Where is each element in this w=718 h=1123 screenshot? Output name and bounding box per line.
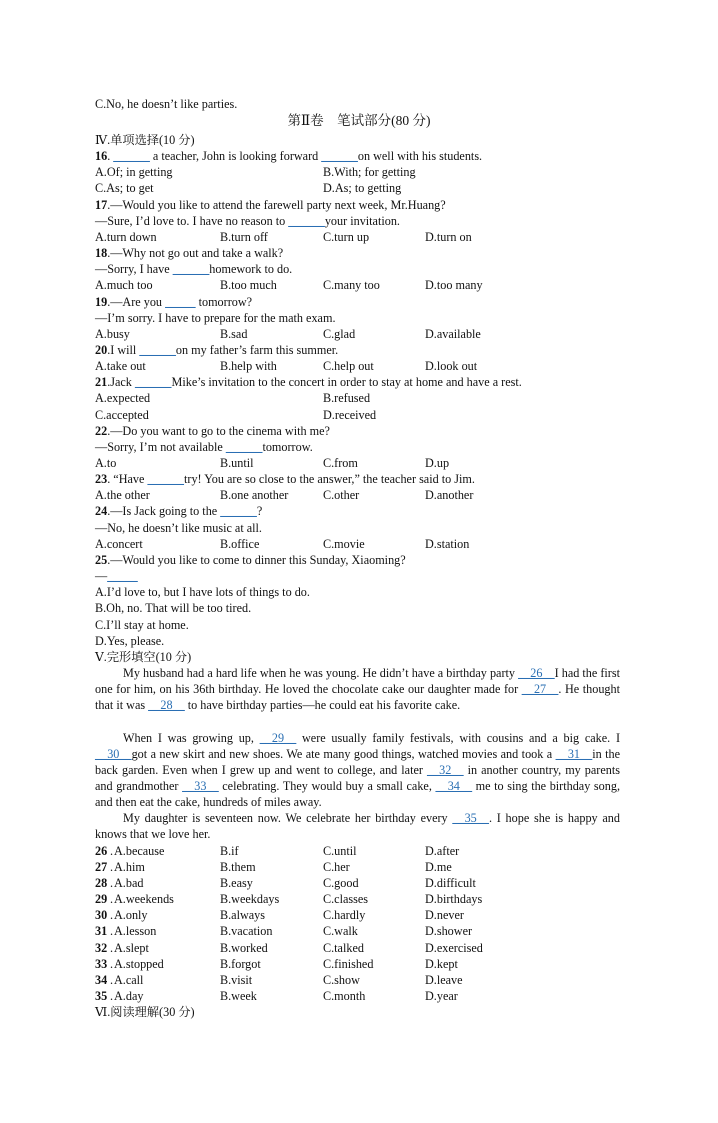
option-a[interactable]: A.weekends bbox=[114, 892, 174, 907]
question-number: 30 bbox=[95, 908, 108, 923]
option-b[interactable]: B.worked bbox=[220, 940, 268, 955]
question-number: 33 bbox=[95, 956, 108, 971]
question-24-stem bbox=[95, 503, 262, 519]
blank: ______ bbox=[113, 149, 150, 164]
option-b[interactable]: B.vacation bbox=[220, 924, 273, 939]
option-d[interactable]: D.leave bbox=[425, 972, 463, 987]
option-c[interactable]: C.show bbox=[323, 972, 360, 987]
blank: ______ bbox=[225, 439, 263, 454]
number-dot: . bbox=[110, 892, 114, 907]
blank: ______ bbox=[220, 504, 257, 519]
option-b[interactable]: B.always bbox=[220, 908, 266, 923]
option-c[interactable]: C.from bbox=[323, 456, 358, 470]
cloze-blank: __26__ bbox=[518, 665, 555, 680]
option-a[interactable]: A.concert bbox=[95, 536, 143, 551]
passage-text: to have birthday parties—he could eat his favorite cake. bbox=[184, 698, 461, 713]
question-23-stem bbox=[95, 471, 475, 487]
question-number: 31 bbox=[95, 924, 108, 939]
option-a[interactable]: A.I’d love to, but I have lots of things to do. bbox=[95, 585, 310, 600]
passage-text: When I was growing up, bbox=[123, 730, 260, 745]
option-a[interactable]: A.take out bbox=[95, 359, 146, 374]
stem-text: Mike’s invitation to the concert in order to stay at home and have a rest. bbox=[171, 375, 522, 390]
stem-text: tomorrow. bbox=[262, 439, 313, 454]
stem-text: .—Would you like to attend the farewell party next week, Mr.Huang? bbox=[107, 197, 446, 212]
option-c[interactable]: C.hardly bbox=[323, 908, 366, 923]
option-c[interactable]: C.month bbox=[323, 988, 366, 1003]
stem-text: your invitation. bbox=[324, 213, 400, 228]
option-b[interactable]: B.them bbox=[220, 859, 256, 874]
passage-text: My daughter is seventeen now. We celebrate her birthday every bbox=[123, 811, 453, 826]
question-number: 28 bbox=[95, 875, 108, 890]
blank: ______ bbox=[321, 149, 358, 164]
number-dot: . bbox=[110, 988, 114, 1003]
cloze-blank: __30__ bbox=[95, 746, 132, 761]
option-b[interactable]: B.visit bbox=[220, 972, 253, 987]
option-c[interactable]: C.accepted bbox=[95, 407, 149, 422]
cloze-blank: __27__ bbox=[521, 682, 559, 697]
option-a[interactable]: A.because bbox=[114, 843, 165, 858]
option-b[interactable]: B.easy bbox=[220, 875, 253, 890]
option-d[interactable]: D.turn on bbox=[425, 229, 472, 244]
stem-text: on well with his students. bbox=[357, 149, 483, 164]
stem-text: . bbox=[107, 149, 114, 164]
number-dot: . bbox=[110, 972, 114, 987]
option-d[interactable]: D.another bbox=[425, 488, 474, 503]
question-number: 19 bbox=[95, 294, 108, 309]
question-number: 20 bbox=[95, 342, 108, 357]
option-c[interactable]: C.talked bbox=[323, 940, 364, 955]
cloze-blank: __31__ bbox=[555, 746, 593, 761]
passage-text: I had the first one for him, on his 36th birthday. He loved the chocolate cake our daughter made for bbox=[95, 665, 620, 697]
stem-text: —Sorry, I have bbox=[95, 262, 173, 277]
question-20-stem bbox=[95, 342, 338, 358]
option-d[interactable]: D.As; to getting bbox=[323, 181, 402, 196]
option-d[interactable]: D.up bbox=[425, 456, 450, 470]
option-c[interactable]: C.many too bbox=[323, 278, 380, 293]
number-dot: . bbox=[110, 940, 114, 955]
blank: ______ bbox=[172, 262, 210, 277]
question-24-reply: —No, he doesn’t like music at all. bbox=[95, 520, 262, 535]
cloze-question-35 bbox=[0, 988, 718, 1004]
cloze-question-26 bbox=[0, 843, 718, 859]
option-d[interactable]: D.available bbox=[425, 326, 481, 341]
question-number: 17 bbox=[95, 197, 108, 212]
question-17-stem bbox=[95, 197, 446, 213]
passage-text: were usually family festivals, with cousins and a big cake. I bbox=[296, 730, 621, 745]
number-dot: . bbox=[110, 859, 114, 874]
question-19-stem bbox=[95, 294, 252, 310]
option-b[interactable]: B.turn off bbox=[220, 229, 268, 244]
question-number: 24 bbox=[95, 504, 108, 519]
part-title: 第Ⅱ卷 笔试部分(80 分) bbox=[287, 113, 431, 128]
option-a[interactable]: A.busy bbox=[95, 326, 130, 341]
blank: ______ bbox=[288, 213, 325, 228]
blank: ______ bbox=[147, 472, 185, 487]
option-a[interactable]: A.slept bbox=[114, 940, 149, 955]
option-d[interactable]: D.never bbox=[425, 908, 464, 923]
stem-text: .—Why not go out and take a walk? bbox=[107, 246, 284, 261]
option-b[interactable]: B.help with bbox=[220, 359, 277, 374]
stem-text: .—Are you bbox=[107, 294, 166, 309]
blank: ______ bbox=[134, 375, 172, 390]
option-c[interactable]: C.walk bbox=[323, 924, 358, 939]
question-19-reply: —I’m sorry. I have to prepare for the math exam. bbox=[95, 310, 336, 325]
question-21-stem bbox=[95, 374, 522, 390]
stem-text: homework to do. bbox=[209, 262, 293, 277]
stem-text: .Jack bbox=[107, 375, 135, 390]
option-a[interactable]: A.bad bbox=[114, 875, 144, 890]
passage-text: me to sing the birthday song, and then eat the cake, hundreds of miles away. bbox=[95, 779, 620, 810]
stem-text: ? bbox=[256, 504, 263, 519]
question-25-stem bbox=[95, 552, 406, 568]
cloze-blank: __29__ bbox=[259, 730, 297, 745]
option-a[interactable]: A.him bbox=[114, 859, 145, 874]
stem-text: .—Do you want to go to the cinema with me? bbox=[107, 423, 330, 438]
passage-text: . I hope she is happy and knows that we love her. bbox=[95, 811, 620, 842]
stem-text: a teacher, John is looking forward bbox=[149, 149, 322, 164]
question-number: 34 bbox=[95, 972, 108, 987]
option-d[interactable]: D.exercised bbox=[425, 940, 483, 955]
cloze-question-29 bbox=[0, 891, 718, 907]
cloze-question-32 bbox=[0, 940, 718, 956]
option-c[interactable]: C.glad bbox=[323, 326, 356, 341]
stem-text: — bbox=[95, 569, 108, 584]
option-a[interactable]: A.stopped bbox=[114, 956, 164, 971]
option-d[interactable]: D.Yes, please. bbox=[95, 633, 165, 648]
number-dot: . bbox=[110, 956, 114, 971]
stem-text: try! You are so close to the answer,” the teacher said to Jim. bbox=[184, 472, 475, 487]
option-c[interactable]: C.finished bbox=[323, 956, 374, 971]
option-c[interactable]: C.As; to get bbox=[95, 181, 154, 196]
option-d[interactable]: D.look out bbox=[425, 359, 478, 374]
cloze-question-31 bbox=[0, 923, 718, 939]
question-22-stem bbox=[95, 423, 330, 439]
cloze-question-34 bbox=[0, 972, 718, 988]
stem-text: .I will bbox=[107, 342, 140, 357]
section-title-single-choice: Ⅳ.单项选择(10 分) bbox=[95, 133, 195, 147]
passage-text: in the back garden. Even when I grew up and went to college, and later bbox=[95, 746, 620, 777]
option-a[interactable]: A.day bbox=[114, 988, 144, 1003]
question-number: 22 bbox=[95, 423, 108, 438]
cloze-question-33 bbox=[0, 956, 718, 972]
question-25-reply bbox=[95, 568, 138, 584]
question-17-reply bbox=[95, 213, 400, 229]
option-c[interactable]: C.turn up bbox=[323, 229, 370, 244]
passage-text: My husband had a hard life when he was young. He didn’t have a birthday party bbox=[123, 665, 519, 680]
option-d[interactable]: D.difficult bbox=[425, 875, 476, 890]
option-d[interactable]: D.shower bbox=[425, 924, 473, 939]
cloze-blank: __35__ bbox=[452, 811, 489, 826]
passage-text: celebrating. They would buy a small cake, bbox=[218, 779, 436, 794]
option-d[interactable]: D.too many bbox=[425, 278, 483, 293]
question-number: 21 bbox=[95, 375, 108, 390]
question-number: 32 bbox=[95, 940, 108, 955]
option-c[interactable]: C.good bbox=[323, 875, 359, 890]
option-c[interactable]: C.movie bbox=[323, 536, 365, 551]
option-a[interactable]: A.call bbox=[114, 972, 144, 987]
blank: _____ bbox=[165, 294, 196, 309]
cloze-question-28 bbox=[0, 875, 718, 891]
option-c[interactable]: C.I’ll stay at home. bbox=[95, 617, 189, 632]
option-a[interactable]: A.much too bbox=[95, 278, 153, 293]
number-dot: . bbox=[110, 924, 114, 939]
question-number: 27 bbox=[95, 859, 108, 874]
option-d[interactable]: D.received bbox=[323, 407, 377, 422]
option-b[interactable]: B.With; for getting bbox=[323, 165, 416, 180]
passage-text: . He thought that it was bbox=[95, 682, 620, 713]
cloze-paragraph-1 bbox=[95, 665, 620, 713]
stem-text: —Sure, I’d love to. I have no reason to bbox=[95, 213, 289, 228]
option-a[interactable]: A.lesson bbox=[114, 924, 157, 939]
option-c[interactable]: C.help out bbox=[323, 359, 374, 374]
stem-text: .—Would you like to come to dinner this Sunday, Xiaoming? bbox=[107, 552, 406, 567]
question-number: 23 bbox=[95, 472, 108, 487]
question-number: 25 bbox=[95, 552, 108, 567]
question-15-option-c: C.No, he doesn’t like parties. bbox=[95, 97, 238, 111]
option-b[interactable]: B.office bbox=[220, 536, 260, 551]
cloze-question-27 bbox=[0, 859, 718, 875]
option-b[interactable]: B.if bbox=[220, 843, 239, 858]
blank: ______ bbox=[139, 342, 176, 357]
option-b[interactable]: B.sad bbox=[220, 326, 248, 341]
question-number: 16 bbox=[95, 149, 108, 164]
option-b[interactable]: B.one another bbox=[220, 488, 289, 503]
question-number: 35 bbox=[95, 988, 108, 1003]
stem-text: tomorrow? bbox=[195, 294, 253, 309]
number-dot: . bbox=[110, 843, 114, 858]
blank: _____ bbox=[107, 569, 138, 584]
number-dot: . bbox=[110, 875, 114, 890]
cloze-blank: __34__ bbox=[435, 779, 473, 794]
question-number: 26 bbox=[95, 843, 108, 858]
stem-text: —Sorry, I’m not available bbox=[95, 439, 226, 454]
option-b[interactable]: B.Oh, no. That will be too tired. bbox=[95, 601, 252, 616]
option-b[interactable]: B.until bbox=[220, 456, 254, 470]
option-b[interactable]: B.refused bbox=[323, 391, 371, 406]
section-title-reading: Ⅵ.阅读理解(30 分) bbox=[95, 1005, 195, 1020]
cloze-question-30 bbox=[0, 907, 718, 923]
option-b[interactable]: B.forgot bbox=[220, 956, 261, 971]
option-a[interactable]: A.Of; in getting bbox=[95, 165, 173, 180]
option-d[interactable]: D.kept bbox=[425, 956, 458, 971]
question-18-reply bbox=[95, 261, 292, 277]
question-18-stem bbox=[95, 245, 283, 261]
cloze-paragraph-3 bbox=[95, 810, 620, 842]
option-a[interactable]: A.to bbox=[95, 456, 117, 470]
stem-text: .—Is Jack going to the bbox=[107, 504, 221, 519]
cloze-blank: __33__ bbox=[182, 779, 219, 794]
option-a[interactable]: A.expected bbox=[95, 391, 151, 406]
question-22-reply bbox=[95, 439, 313, 455]
option-c[interactable]: C.other bbox=[323, 488, 360, 503]
option-a[interactable]: A.only bbox=[114, 908, 148, 923]
question-number: 29 bbox=[95, 892, 108, 907]
option-d[interactable]: D.after bbox=[425, 843, 460, 858]
option-c[interactable]: C.her bbox=[323, 859, 350, 874]
stem-text: . “Have bbox=[107, 472, 148, 487]
cloze-blank: __32__ bbox=[426, 762, 464, 777]
question-number: 18 bbox=[95, 246, 108, 261]
passage-text: got a new skirt and new shoes. We ate many good things, watched movies and took a bbox=[131, 746, 556, 761]
section-title-cloze: Ⅴ.完形填空(10 分) bbox=[95, 649, 192, 664]
option-b[interactable]: B.week bbox=[220, 988, 257, 1003]
option-d[interactable]: D.year bbox=[425, 988, 458, 1003]
stem-text: on my father’s farm this summer. bbox=[175, 342, 339, 357]
option-a[interactable]: A.the other bbox=[95, 488, 150, 503]
option-d[interactable]: D.station bbox=[425, 536, 470, 551]
option-a[interactable]: A.turn down bbox=[95, 229, 157, 244]
number-dot: . bbox=[110, 908, 114, 923]
passage-text: in another country, my parents and grandmother bbox=[95, 762, 621, 794]
option-d[interactable]: D.birthdays bbox=[425, 892, 483, 907]
option-b[interactable]: B.weekdays bbox=[220, 892, 280, 907]
option-d[interactable]: D.me bbox=[425, 859, 452, 874]
cloze-blank: __28__ bbox=[148, 698, 185, 713]
option-c[interactable]: C.until bbox=[323, 843, 357, 858]
cloze-paragraph-2 bbox=[95, 730, 620, 811]
question-16-stem bbox=[95, 148, 482, 164]
option-b[interactable]: B.too much bbox=[220, 278, 277, 293]
option-c[interactable]: C.classes bbox=[323, 892, 369, 907]
